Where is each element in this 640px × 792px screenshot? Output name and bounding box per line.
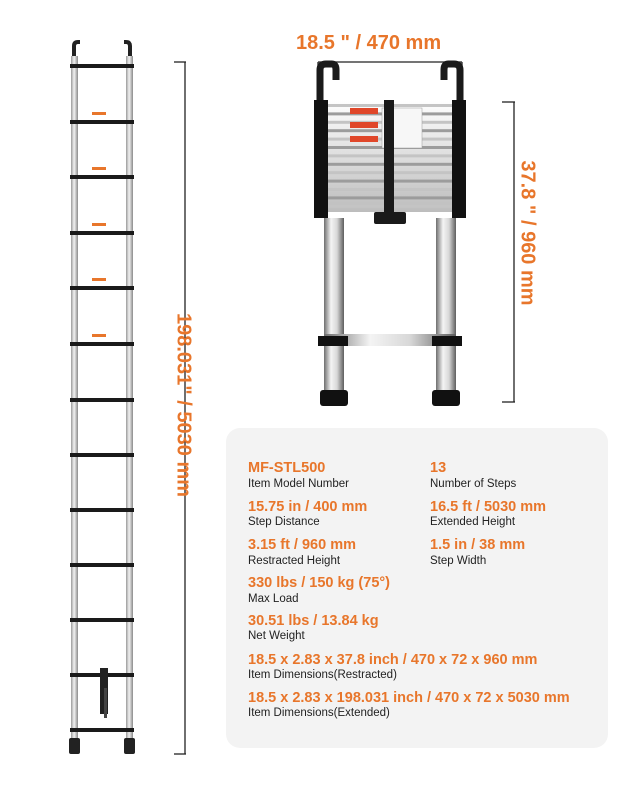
ladder-rung: [70, 231, 134, 235]
ladder-rung: [70, 618, 134, 622]
ladder-rung: [70, 398, 134, 402]
extended-height-label: Extended Height: [430, 516, 516, 528]
ladder-rung: [70, 342, 134, 346]
retracted-height-dimension-line: [488, 100, 518, 406]
rung-marker: [92, 112, 106, 115]
model-label: Item Model Number: [248, 478, 349, 490]
rung-marker: [92, 334, 106, 337]
ladder-rung: [70, 120, 134, 124]
ladder-rung: [70, 563, 134, 567]
retracted-height-label: 37.8 " / 960 mm: [516, 160, 539, 306]
model-value: MF-STL500: [248, 460, 326, 476]
net-weight-label: Net Weight: [248, 630, 305, 642]
ladder-rung: [70, 286, 134, 290]
step-width-value: 1.5 in / 38 mm: [430, 537, 526, 553]
rung-marker: [92, 167, 106, 170]
full-height-label: 198.031" / 5030 mm: [172, 312, 195, 498]
rung-marker: [92, 278, 106, 281]
max-load-label: Max Load: [248, 593, 299, 605]
ladder-rung: [70, 175, 134, 179]
dim-extended-label: Item Dimensions(Extended): [248, 707, 390, 719]
ladder-rung: [70, 508, 134, 512]
ladder-rung: [70, 64, 134, 68]
retracted-height-value: 3.15 ft / 960 mm: [248, 537, 356, 553]
steps-value: 13: [430, 460, 447, 476]
net-weight-value: 30.51 lbs / 13.84 kg: [248, 613, 379, 629]
spec-card: [226, 428, 608, 748]
steps-label: Number of Steps: [430, 478, 517, 490]
retracted-height-spec-label: Restracted Height: [248, 555, 341, 567]
ladder-rung: [70, 728, 134, 732]
width-label: 18.5 " / 470 mm: [296, 32, 442, 54]
extended-height-value: 16.5 ft / 5030 mm: [430, 499, 547, 515]
ladder-rung: [70, 453, 134, 457]
dim-retracted-label: Item Dimensions(Restracted): [248, 669, 397, 681]
dim-retracted-value: 18.5 x 2.83 x 37.8 inch / 470 x 72 x 960 mm: [248, 652, 538, 668]
max-load-value: 330 lbs / 150 kg (75°): [248, 575, 391, 591]
step-distance-label: Step Distance: [248, 516, 320, 528]
rung-marker: [92, 223, 106, 226]
extended-ladder-image: [60, 38, 150, 760]
dim-extended-value: 18.5 x 2.83 x 198.031 inch / 470 x 72 x 5030 mm: [248, 690, 570, 706]
retracted-ladder-image: [300, 60, 480, 410]
step-distance-value: 15.75 in / 400 mm: [248, 499, 368, 515]
step-width-label: Step Width: [430, 555, 487, 567]
